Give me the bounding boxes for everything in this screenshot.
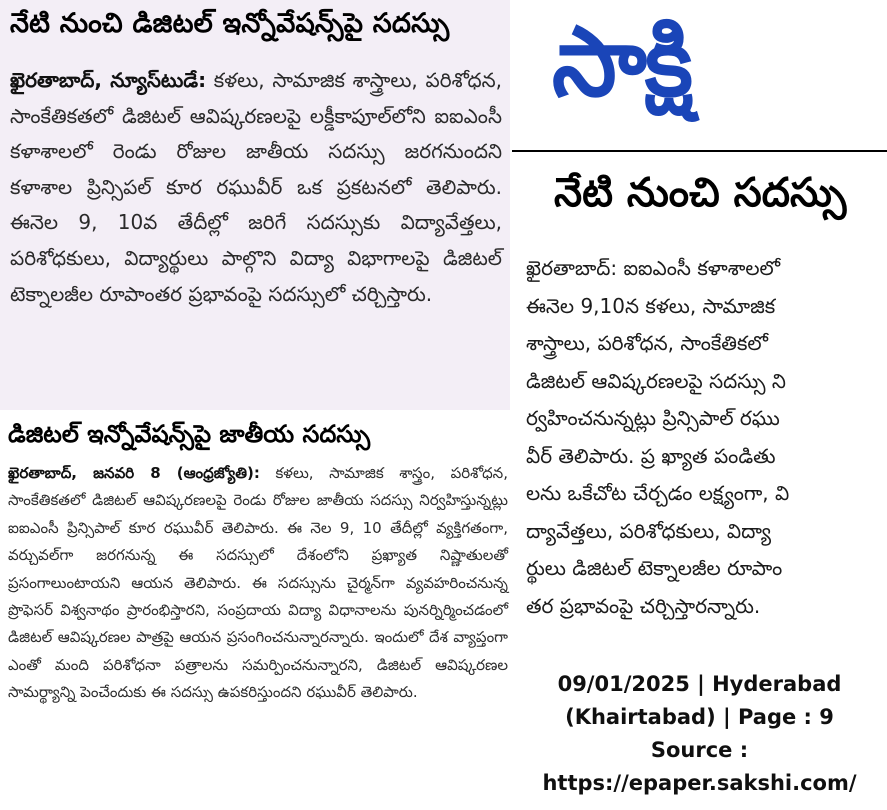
clipping-c-line: డిజిటల్ ఆవిష్కరణలపై సదస్సు ని bbox=[526, 368, 786, 393]
clipping-c-line: ర్వహించనున్నట్లు ప్రిన్సిపాల్ రఘు bbox=[526, 406, 780, 430]
clipping-c-line: తర ప్రభావంపై చర్చిస్తారన్నారు. bbox=[526, 593, 761, 618]
clipping-c-line: ద్యావేత్తలు, పరిశోధకులు, విద్యా bbox=[526, 518, 772, 543]
source-caption bbox=[512, 668, 887, 800]
clipping-c-line: శాస్త్రాలు, పరిశోధన, సాంకేతికలో bbox=[526, 331, 768, 355]
clipping-b-body bbox=[8, 460, 508, 707]
clipping-a-text: కళలు, సామాజిక శాస్త్రాలు, పరిశోధన, సాంకేతికతలో డిజిటల్ ఆవిష్కరణలపై లక్డీకాపూల్‌లోని ఐఐఎంసీ కళాశాలలో రెండు రోజుల జాతీయ సదస్సు జరగనుందని కళాశాల ప్రిన్సిపల్ కూర రఘువీర్ ఒక ప్రకటనలో తెలిపారు. ఈనెల 9, 10వ తేదీల్లో జరిగే సదస్సుకు విద్యావేత్తలు, పరిశోధకులు, విద్యార్థులు పాల్గొని విద్యా విభాగాలపై డిజిటల్ టెక్నాలజీల రూపాంతర ప్రభావంపై సదస్సులో చర్చిస్తారు. bbox=[10, 68, 503, 306]
clipping-c-line: ర్థులు డిజిటల్ టెక్నాలజీల రూపాం bbox=[526, 556, 783, 580]
source-area-page: (Khairtabad) | Page : 9 bbox=[565, 705, 834, 729]
clipping-a-dateline: ఖైరతాబాద్, న్యూస్‌టుడే: bbox=[10, 68, 207, 92]
masthead-divider bbox=[512, 150, 887, 152]
clipping-c-headline: నేటి నుంచి సదస్సు bbox=[554, 170, 847, 216]
clipping-c-body bbox=[526, 250, 887, 625]
news-clipping-a bbox=[0, 0, 510, 410]
clipping-b-dateline: ఖైరతాబాద్, జనవరి 8 (ఆంధ్రజ్యోతి): bbox=[8, 464, 260, 482]
clipping-c-line: లను ఒకేచోట చేర్చడం లక్ష్యంగా, వి bbox=[526, 481, 790, 505]
source-url: https://epaper.sakshi.com/ bbox=[542, 771, 857, 795]
source-label: Source : bbox=[650, 738, 749, 762]
source-date-city: 09/01/2025 | Hyderabad bbox=[557, 672, 842, 696]
clipping-a-body bbox=[10, 63, 502, 312]
clipping-c-line: ఖైరతాబాద్: ఐఐఎంసీ కళాశాలలో bbox=[526, 256, 781, 280]
clipping-b-headline: డిజిటల్ ఇన్నోవేషన్స్‌పై జాతీయ సదస్సు bbox=[8, 420, 371, 448]
clipping-c-line: ఈనెల 9,10న కళలు, సామాజిక bbox=[526, 293, 776, 318]
sakshi-logo: సాక్షి bbox=[552, 6, 691, 119]
clipping-b-text: కళలు, సామాజిక శాస్త్రం, పరిశోధన, సాంకేతికతలో డిజిటల్ ఆవిష్కరణలపై రెండు రోజుల జాతీయ సదస్సు నిర్వహిస్తున్నట్లు ఐఐఎంసీ ప్రిన్సిపాల్ కూర రఘువీర్ తెలిపారు. ఈ నెల 9, 10 తేదీల్లో వ్యక్తిగతంగా, వర్చువల్‌గా జరగనున్న ఈ సదస్సులో దేశంలోని ప్రఖ్యాత నిష్ణాతులతో ప్రసంగాలుంటాయని ఆయన తెలిపారు. ఈ సదస్సును చైర్మన్‌గా వ్యవహరించనున్న ప్రొఫెసర్ విశ్వనాథం ప్రారంభిస్తారని, సంప్రదాయ విద్యా విధానాలను పునర్నిర్మించడంలో డిజిటల్ ఆవిష్కరణల పాత్రపై ఆయన ప్రసంగించనున్నారన్నారు. ఇందులో దేశ వ్యాప్తంగా ఎంతో మంది పరిశోధనా పత్రాలను సమర్పించనున్నారని, డిజిటల్ ఆవిష్కరణల సామర్థ్యాన్ని పెంచేందుకు ఈ సదస్సు ఉపకరిస్తుందని రఘువీర్ తెలిపారు. bbox=[8, 464, 508, 702]
news-clipping-b bbox=[0, 410, 512, 810]
clipping-a-headline: నేటి నుంచి డిజిటల్ ఇన్నోవేషన్స్‌పై సదస్సు bbox=[10, 8, 450, 39]
clipping-c-line: వీర్ తెలిపారు. ప్ర ఖ్యాత పండితు bbox=[526, 443, 776, 468]
